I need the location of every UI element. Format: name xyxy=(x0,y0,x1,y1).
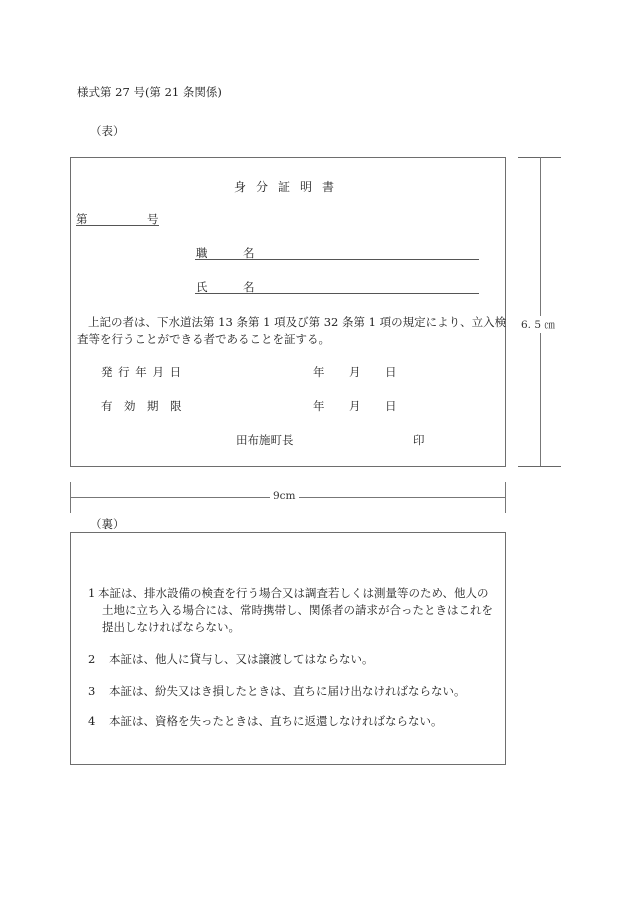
front-card xyxy=(70,157,506,467)
issue-date-label: 発 行 年 月 日 xyxy=(101,365,183,379)
expiry-day: 日 xyxy=(385,399,397,413)
statement-line-2: 査等を行うことができる者であることを証する。 xyxy=(77,332,330,346)
title-char: 書 xyxy=(321,180,334,194)
back-item-2 xyxy=(88,651,500,668)
height-dim-label: 6. 5 ㎝ xyxy=(519,316,557,333)
item-number: 1 xyxy=(88,586,96,600)
height-dim-bottom-tick xyxy=(518,466,561,467)
width-dim-right-tick xyxy=(505,482,506,513)
name-underline xyxy=(195,293,479,294)
height-dim-line xyxy=(540,157,541,466)
statement-line-1: 上記の者は、下水道法第 13 条第 1 項及び第 32 条第 1 項の規定により、立入検 xyxy=(88,315,507,329)
width-dim-label: 9cm xyxy=(270,490,299,502)
item-number: 2 xyxy=(88,652,96,666)
number-suffix: 号 xyxy=(147,212,159,226)
field-label-title-b: 名 xyxy=(243,246,255,260)
number-prefix: 第 xyxy=(76,212,88,226)
issuer: 田布施町長 xyxy=(236,433,294,447)
back-item-1 xyxy=(88,585,500,636)
expiry-label: 有 効 期 限 xyxy=(101,399,182,413)
title-char: 明 xyxy=(299,180,312,194)
back-card xyxy=(70,532,506,765)
title-char: 証 xyxy=(277,180,290,194)
back-item-3 xyxy=(88,683,500,700)
field-label-name-a: 氏 xyxy=(196,280,208,294)
item-number: 4 xyxy=(88,714,96,728)
item-text: 本証は、他人に貸与し、又は譲渡してはならない。 xyxy=(109,652,374,666)
front-label: （表） xyxy=(90,124,125,138)
issue-day: 日 xyxy=(385,365,397,379)
title-char: 身 xyxy=(233,180,246,194)
item-text: 本証は、紛失又はき損したときは、直ちに届け出なければならない。 xyxy=(109,684,466,698)
field-label-title-a: 職 xyxy=(196,246,208,260)
card-title xyxy=(229,178,339,195)
issue-month: 月 xyxy=(349,365,361,379)
item-text: 本証は、排水設備の検査を行う場合又は調査若しくは測量等のため、他人の土地に立ち入る場合には、常時携帯し、関係者の請求が合ったときはこれを提出しなければならない。 xyxy=(98,586,493,634)
issue-year: 年 xyxy=(313,365,325,379)
title-char: 分 xyxy=(255,180,268,194)
expiry-year: 年 xyxy=(313,399,325,413)
back-label: （裏） xyxy=(90,517,125,531)
number-underline[interactable] xyxy=(76,225,159,226)
item-text: 本証は、資格を失ったときは、直ちに返還しなければならない。 xyxy=(109,714,443,728)
field-label-name-b: 名 xyxy=(243,280,255,294)
seal-mark: 印 xyxy=(413,433,425,447)
expiry-month: 月 xyxy=(349,399,361,413)
form-number: 様式第 27 号(第 21 条関係) xyxy=(77,85,222,99)
back-item-4 xyxy=(88,713,500,730)
job-title-underline xyxy=(195,259,479,260)
item-number: 3 xyxy=(88,684,96,698)
